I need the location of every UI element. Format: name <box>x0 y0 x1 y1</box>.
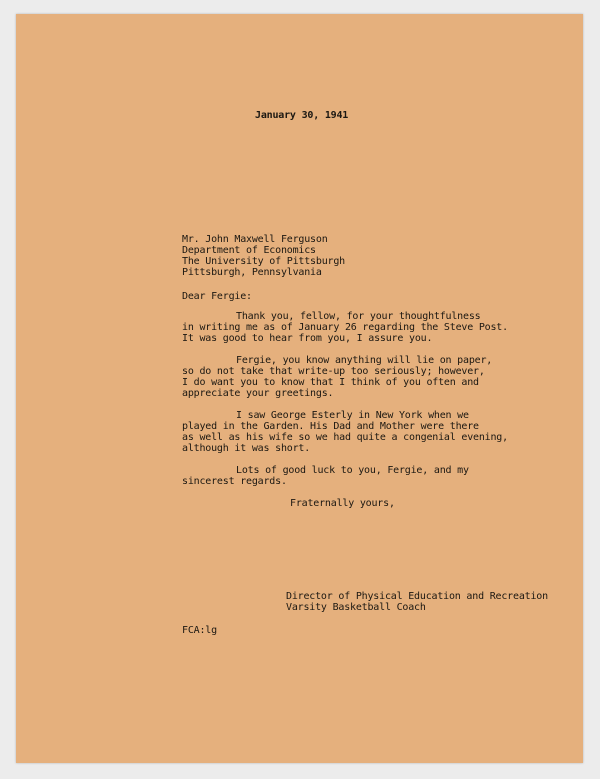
paragraph-2-line-1: Fergie, you know anything will lie on paper, <box>236 355 493 366</box>
address-line-4: Pittsburgh, Pennsylvania <box>182 267 322 278</box>
reference-initials: FCA:lg <box>182 625 217 636</box>
paragraph-2-line-4: appreciate your greetings. <box>182 388 334 399</box>
paragraph-3-line-1: I saw George Esterly in New York when we <box>236 410 469 421</box>
paragraph-1-line-3: It was good to hear from you, I assure you. <box>182 333 433 344</box>
address-line-3: The University of Pittsburgh <box>182 256 345 267</box>
paragraph-1-line-1: Thank you, fellow, for your thoughtfulness <box>236 311 481 322</box>
paragraph-1-line-2: in writing me as of January 26 regarding the Steve Post. <box>182 322 508 333</box>
paragraph-4-line-1: Lots of good luck to you, Fergie, and my <box>236 465 469 476</box>
closing: Fraternally yours, <box>290 498 395 509</box>
signature-title-line-1: Director of Physical Education and Recreation <box>286 591 548 602</box>
paragraph-3-line-3: as well as his wife so we had quite a congenial evening, <box>182 432 508 443</box>
paragraph-2-line-3: I do want you to know that I think of you often and <box>182 377 479 388</box>
paragraph-2-line-2: so do not take that write-up too seriously; however, <box>182 366 485 377</box>
paragraph-3-line-2: played in the Garden. His Dad and Mother were there <box>182 421 479 432</box>
letter-page <box>16 14 583 763</box>
address-line-2: Department of Economics <box>182 245 316 256</box>
letter-date: January 30, 1941 <box>255 110 349 121</box>
paragraph-4-line-2: sincerest regards. <box>182 476 287 487</box>
address-line-1: Mr. John Maxwell Ferguson <box>182 234 328 245</box>
signature-title-line-2: Varsity Basketball Coach <box>286 602 426 613</box>
paragraph-3-line-4: although it was short. <box>182 443 311 454</box>
salutation: Dear Fergie: <box>182 291 252 302</box>
